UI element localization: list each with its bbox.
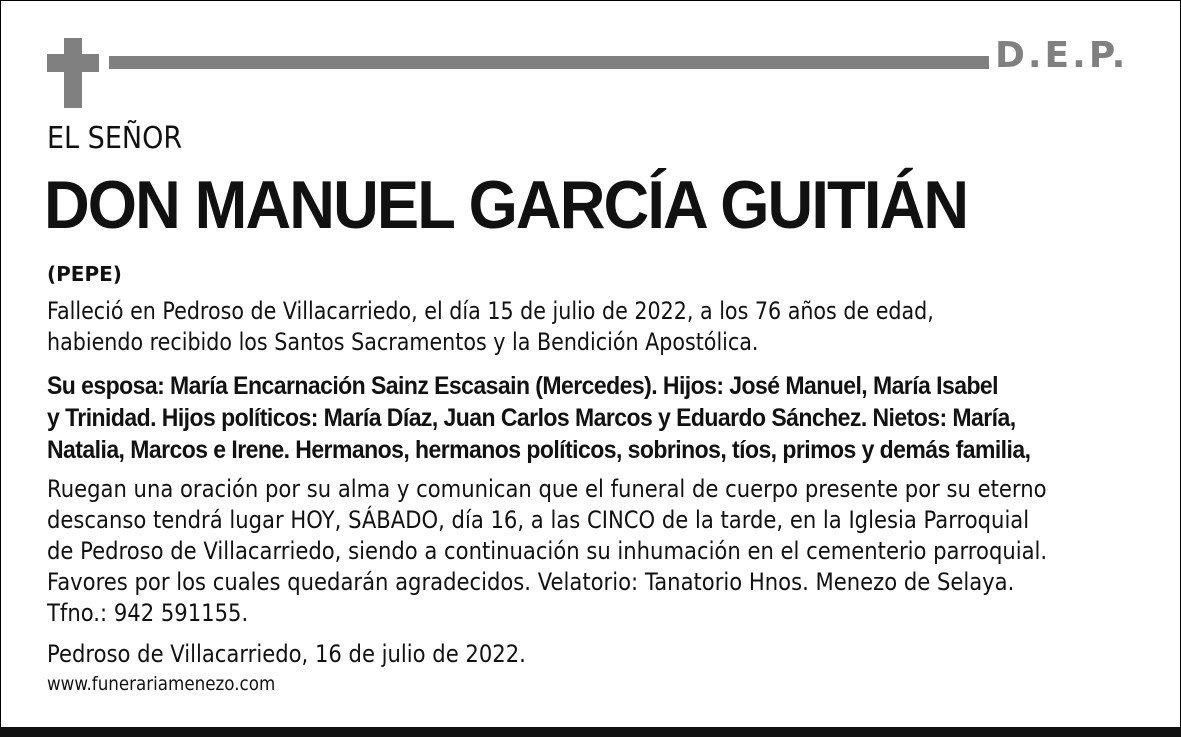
funeral-paragraph bbox=[47, 474, 1047, 629]
funeral-line: de Pedroso de Villacarriedo, siendo a continuación su inhumación en el cementerio parroquial. bbox=[47, 537, 1048, 565]
dep-label: D.E.P. bbox=[995, 35, 1129, 76]
death-notice-line: habiendo recibido los Santos Sacramentos y la Bendición Apostólica. bbox=[47, 328, 759, 356]
family-paragraph bbox=[47, 370, 1030, 466]
death-notice-line: Falleció en Pedroso de Villacarriedo, el día 15 de julio de 2022, a los 76 años de edad, bbox=[47, 297, 934, 325]
cross-horizontal-bar bbox=[47, 54, 99, 72]
header-rule bbox=[109, 56, 989, 69]
bottom-border-bar bbox=[0, 727, 1181, 737]
cross-vertical-bar bbox=[64, 38, 82, 108]
deceased-name: DON MANUEL GARCÍA GUITIÁN bbox=[44, 167, 968, 243]
funeral-line: Ruegan una oración por su alma y comunican que el funeral de cuerpo presente por su eterno bbox=[47, 475, 1047, 503]
deceased-prefix: EL SEÑOR bbox=[47, 121, 183, 156]
death-notice-paragraph bbox=[47, 296, 934, 358]
website-link[interactable]: www.funerariamenezo.com bbox=[47, 673, 276, 695]
funeral-line: Favores por los cuales quedarán agradecidos. Velatorio: Tanatorio Hnos. Menezo de Selaya. bbox=[47, 568, 1015, 596]
funeral-line: descanso tendrá lugar HOY, SÁBADO, día 16, a las CINCO de la tarde, en la Iglesia Parroquial bbox=[47, 506, 1030, 534]
family-line: Su esposa: María Encarnación Sainz Escasain (Mercedes). Hijos: José Manuel, María Isabel bbox=[47, 372, 999, 400]
deceased-nickname: (PEPE) bbox=[47, 262, 122, 286]
family-line: Natalia, Marcos e Irene. Hermanos, hermanos políticos, sobrinos, tíos, primos y demás familia, bbox=[47, 436, 1031, 464]
family-line: y Trinidad. Hijos políticos: María Díaz, Juan Carlos Marcos y Eduardo Sánchez. Nietos: María, bbox=[47, 404, 1016, 432]
place-date bbox=[47, 639, 526, 670]
place-date-text: Pedroso de Villacarriedo, 16 de julio de 2022. bbox=[47, 640, 526, 668]
funeral-line: Tfno.: 942 591155. bbox=[47, 599, 249, 627]
